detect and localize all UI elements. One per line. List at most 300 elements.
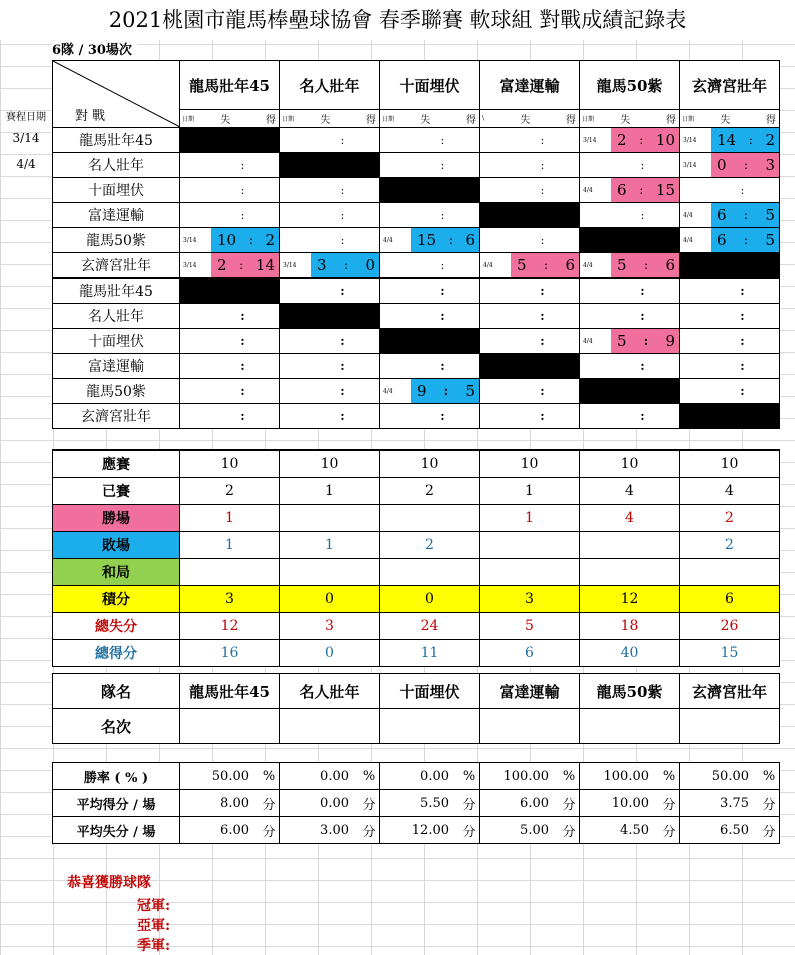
score-colon: : [440,258,445,272]
ratio-unit: % [462,768,476,784]
ratio-unit: 分 [662,824,676,840]
stats-value [580,559,680,586]
score-colon: : [240,183,245,197]
rank-place-cell [480,709,580,744]
row-team-label: 名人壯年 [53,153,180,178]
ratio-value: 6.00 [520,795,549,811]
subtitle: 6隊 / 30場次 [52,41,138,61]
match-date: 4/4 [483,261,493,269]
stats-value [280,505,380,532]
score-win: 2 [265,231,275,249]
ratio-row [53,763,780,790]
ratio-cell [480,817,580,844]
match-date: 3/14 [183,261,197,269]
self-match-cell [680,404,780,429]
stats-value: 1 [480,478,580,505]
rank-place-row [53,709,780,744]
matchup-row [53,153,780,178]
date-item: 3/14 [12,131,40,145]
subheader-date: 日期 [382,116,395,123]
row-team-label: 龍馬壯年45 [53,128,180,153]
score-colon: : [748,133,753,147]
score-colon: : [340,409,345,423]
ratio-value: 12.00 [411,822,449,838]
score-colon: : [643,334,649,348]
ratio-value: 3.00 [320,822,349,838]
ratio-unit: 分 [362,824,376,840]
match-cell [280,203,380,228]
page-title: 2021桃園市龍馬棒壘球協會 春季聯賽 軟球組 對戰成績記錄表 [0,0,795,40]
score-colon: : [640,359,645,373]
ratio-label: 平均得分 / 場 [53,790,180,817]
match-date: 4/4 [583,186,593,194]
self-match-cell [280,153,380,178]
matchup-row [53,278,780,304]
match-cell [680,329,780,354]
score-win: 10 [655,131,675,149]
ratio-cell [280,790,380,817]
match-cell [280,354,380,379]
match-cell [680,153,780,178]
stats-row [53,532,780,559]
score-colon: : [740,384,745,398]
rank-place-cell [380,709,480,744]
stats-value: 0 [280,640,380,667]
match-date: 4/4 [383,387,393,395]
match-cell [380,203,480,228]
score-colon: : [640,409,645,423]
score-colon: : [340,208,345,222]
ratio-value: 8.00 [220,795,249,811]
score-lose: 5 [617,332,627,350]
rank-team-name: 玄濟宮壯年 [680,674,780,709]
match-cell [580,329,680,354]
score-colon: : [540,409,545,423]
match-cell [380,128,480,153]
score-colon: : [440,409,445,423]
match-cell [480,278,580,304]
score-colon: : [440,359,445,373]
stats-value: 16 [180,640,280,667]
match-cell [380,379,480,404]
ratio-unit: 分 [762,824,776,840]
score-win: 0 [365,256,375,274]
row-team-label: 名人壯年 [53,304,180,329]
subheader-lose: 失 [720,115,731,126]
score-colon: : [540,384,545,398]
score-lose: 9 [417,382,427,400]
score-colon: : [440,133,445,147]
self-match-cell [580,228,680,253]
score-lose: 5 [617,256,627,274]
ratio-unit: % [562,768,576,784]
ratio-unit: 分 [562,824,576,840]
score-colon: : [740,284,745,298]
score-win: 14 [255,256,275,274]
ratio-cell [280,817,380,844]
ratio-value: 6.50 [720,822,749,838]
stats-value: 4 [580,505,680,532]
subheader-win: 得 [366,115,377,126]
ratio-label: 平均失分 / 場 [53,817,180,844]
stats-value: 2 [380,478,480,505]
stats-value: 3 [280,613,380,640]
ratio-row [53,790,780,817]
ratio-unit: 分 [462,824,476,840]
ratio-unit: % [762,768,776,784]
stats-value: 12 [580,586,680,613]
score-colon: : [540,183,545,197]
match-cell [380,404,480,429]
stats-value: 6 [680,586,780,613]
ratio-value: 4.50 [620,822,649,838]
match-cell [580,304,680,329]
match-cell [580,354,680,379]
rank-team-name: 十面埋伏 [380,674,480,709]
score-lose: 2 [217,256,227,274]
match-date: 3/14 [183,236,197,244]
stats-value: 11 [380,640,480,667]
score-colon: : [543,258,549,272]
stats-row [53,613,780,640]
match-cell [280,379,380,404]
matchup-row [53,304,780,329]
match-date: 3/14 [283,261,297,269]
score-colon: : [639,133,644,147]
stats-value: 6 [480,640,580,667]
ratio-cell [380,763,480,790]
score-colon: : [240,359,245,373]
subheader-cell [580,110,680,128]
team-header: 名人壯年 [280,61,380,110]
match-date: 3/14 [683,161,697,169]
rank-team-label: 隊名 [53,674,180,709]
ratio-cell [480,790,580,817]
score-colon: : [540,284,545,298]
match-cell [680,203,780,228]
match-cell [480,253,580,279]
dates-header: 賽程日期 [6,112,46,123]
stats-value: 4 [680,478,780,505]
score-colon: : [248,233,253,247]
matchup-row [53,329,780,354]
score-win: 9 [665,332,675,350]
score-colon: : [440,158,445,172]
match-cell [280,228,380,253]
score-colon: : [540,133,545,147]
self-match-cell [380,178,480,203]
rank-team-name: 龍馬50紫 [580,674,680,709]
match-date: 3/14 [683,136,697,144]
rank-team-name: 龍馬壯年45 [180,674,280,709]
score-colon: : [340,133,345,147]
matchup-corner [53,61,180,128]
score-win: 6 [465,231,475,249]
ratio-cell [680,790,780,817]
ratio-cell [580,790,680,817]
score-lose: 5 [517,256,527,274]
match-cell [180,304,280,329]
stats-label: 敗場 [53,532,180,559]
row-team-label: 龍馬50紫 [53,228,180,253]
ratio-unit: 分 [262,824,276,840]
team-header: 龍馬壯年45 [180,61,280,110]
ratio-value: 0.00 [320,795,349,811]
stats-value: 1 [180,532,280,559]
ratio-cell [680,763,780,790]
match-cell [580,178,680,203]
score-colon: : [240,158,245,172]
match-cell [180,203,280,228]
match-cell [480,379,580,404]
match-cell [380,278,480,304]
score-colon: : [540,334,545,348]
team-header: 玄濟宮壯年 [680,61,780,110]
score-colon: : [340,334,345,348]
subheader-date: 日期 [282,116,295,123]
ratio-unit: 分 [462,797,476,813]
score-colon: : [743,208,749,222]
match-date: 3/14 [583,136,597,144]
match-cell [680,228,780,253]
stats-value [380,505,480,532]
rank-place-cell [580,709,680,744]
self-match-cell [180,278,280,304]
date-item: 4/4 [16,157,36,171]
row-team-label: 富達運輸 [53,354,180,379]
stats-table [52,449,780,667]
ratio-cell [680,817,780,844]
stats-value [580,532,680,559]
score-lose: 3 [317,256,327,274]
score-win: 6 [565,256,575,274]
subheader-lose: 失 [220,115,231,126]
stats-value: 1 [280,478,380,505]
champion-label: 冠軍: [137,898,171,914]
matchup-row [53,253,780,279]
score-colon: : [240,409,245,423]
subheader-date: 日期 [182,116,195,123]
stats-label: 總失分 [53,613,180,640]
score-win: 3 [765,156,775,174]
match-cell [180,379,280,404]
ratio-value: 0.00 [320,768,349,784]
team-header: 十面埋伏 [380,61,480,110]
match-cell [480,153,580,178]
self-match-cell [180,128,280,153]
stats-label: 應賽 [53,450,180,478]
match-date: 4/4 [583,261,593,269]
rank-place-cell [280,709,380,744]
row-team-label: 十面埋伏 [53,178,180,203]
stats-value: 24 [380,613,480,640]
third-place-label: 季軍: [137,938,171,954]
ratio-cell [280,763,380,790]
row-team-label: 龍馬壯年45 [53,278,180,304]
stats-label: 勝場 [53,505,180,532]
match-cell [480,228,580,253]
stats-label: 總得分 [53,640,180,667]
match-date: 4/4 [583,337,593,345]
match-cell [280,404,380,429]
match-cell [480,304,580,329]
ratio-cell [580,763,680,790]
match-cell [380,354,480,379]
match-cell [180,329,280,354]
ratio-value: 3.75 [720,795,749,811]
score-colon: : [340,183,345,197]
match-cell [480,178,580,203]
stats-value: 2 [680,532,780,559]
matchup-matrix [52,60,780,429]
runner-up-label: 亞軍: [137,918,171,934]
score-colon: : [239,258,244,272]
subheader-date: 日期 [582,116,595,123]
score-colon: : [240,334,245,348]
score-colon: : [340,284,345,298]
score-colon: : [743,233,749,247]
match-cell [380,253,480,279]
score-colon: : [643,258,649,272]
stats-value: 10 [580,450,680,478]
score-colon: : [640,284,645,298]
stats-label: 積分 [53,586,180,613]
ratio-row [53,817,780,844]
row-team-label: 玄濟宮壯年 [53,404,180,429]
match-cell [680,278,780,304]
score-win: 15 [655,181,675,199]
score-win: 2 [765,131,775,149]
match-cell [180,354,280,379]
stats-value [680,559,780,586]
score-colon: : [740,183,745,197]
rank-place-cell [180,709,280,744]
matchup-row [53,128,780,153]
stats-value: 0 [280,586,380,613]
match-cell [580,128,680,153]
match-cell [580,278,680,304]
match-cell [280,178,380,203]
stats-row [53,505,780,532]
ratio-value: 5.50 [420,795,449,811]
stats-value [480,559,580,586]
ratio-unit: 分 [262,797,276,813]
score-colon: : [540,309,545,323]
subheader-win: 得 [766,115,777,126]
subheader-win: 得 [566,115,577,126]
stats-value: 2 [380,532,480,559]
ratio-value: 50.00 [211,768,249,784]
rank-place-label: 名次 [53,709,180,744]
match-date: 4/4 [683,236,693,244]
ratio-cell [380,817,480,844]
match-cell [580,203,680,228]
self-match-cell [480,354,580,379]
subheader-cell [480,110,580,128]
self-match-cell [380,329,480,354]
stats-value: 10 [680,450,780,478]
stats-value [380,559,480,586]
stats-value: 4 [580,478,680,505]
match-cell [180,228,280,253]
match-cell [580,153,680,178]
stats-row [53,478,780,505]
score-colon: : [639,183,644,197]
stats-value: 2 [180,478,280,505]
self-match-cell [280,304,380,329]
stats-value: 10 [280,450,380,478]
matchup-row [53,379,780,404]
score-lose: 2 [617,131,627,149]
score-colon: : [343,258,349,272]
match-cell [380,153,480,178]
row-team-label: 玄濟宮壯年 [53,253,180,279]
stats-value: 26 [680,613,780,640]
match-cell [680,178,780,203]
score-colon: : [640,309,645,323]
matchup-label: 對 戰 [75,109,106,124]
ratio-unit: 分 [362,797,376,813]
subheader-lose: 失 [620,115,631,126]
team-header: 龍馬50紫 [580,61,680,110]
score-colon: : [340,233,345,247]
match-cell [380,304,480,329]
match-cell [180,153,280,178]
ratio-unit: 分 [562,797,576,813]
ratio-label: 勝率 ( % ) [53,763,180,790]
score-lose: 10 [217,231,237,249]
matchup-row [53,203,780,228]
match-cell [680,304,780,329]
match-cell [280,278,380,304]
match-cell [280,253,380,279]
score-lose: 15 [417,231,437,249]
matchup-row [53,354,780,379]
score-lose: 6 [717,206,727,224]
stats-row [53,450,780,478]
ratio-cell [180,790,280,817]
stats-value: 10 [380,450,480,478]
match-cell [680,379,780,404]
match-cell [180,404,280,429]
match-cell [280,128,380,153]
stats-value [180,559,280,586]
ratio-cell [180,763,280,790]
score-colon: : [640,158,645,172]
subheader-cell [180,110,280,128]
stats-value: 15 [680,640,780,667]
match-cell [680,354,780,379]
row-team-label: 十面埋伏 [53,329,180,354]
subheader-lose: 失 [520,115,531,126]
score-colon: : [540,158,545,172]
match-cell [480,329,580,354]
score-lose: 0 [717,156,727,174]
stats-value: 12 [180,613,280,640]
stats-value: 1 [180,505,280,532]
subheader-lose: 失 [320,115,331,126]
score-colon: : [240,309,245,323]
stats-value: 2 [680,505,780,532]
stats-row [53,640,780,667]
stats-value: 3 [180,586,280,613]
rank-place-cell [680,709,780,744]
score-lose: 6 [617,181,627,199]
score-colon: : [640,208,645,222]
stats-row [53,559,780,586]
score-colon: : [240,208,245,222]
ratio-unit: % [362,768,376,784]
